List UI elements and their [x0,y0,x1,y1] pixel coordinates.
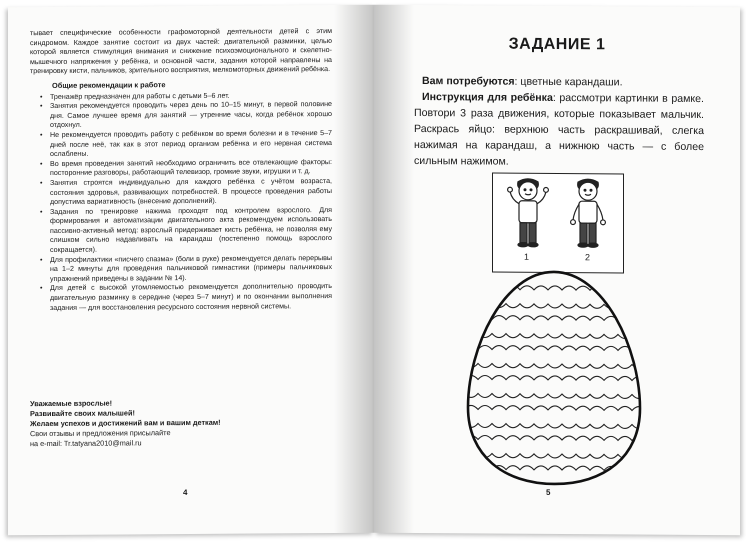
materials-text: : цветные карандаши. [514,75,623,89]
left-page [8,5,374,536]
list-item: • Тренажёр предназначен для работы с детьми 5–6 лет. [40,91,332,103]
instruction-paragraph [414,89,704,171]
page-number-right: 5 [546,487,551,497]
list-item: • Для детей с высокой утомляемостью рекомендуется дополнительно проводить двигательную разминку в середине (через 5–7 минут) и по окончании выполнения задания — для восстановления ресурсного состояния нервной системы. [40,282,332,313]
task-title: ЗАДАНИЕ 1 [508,35,606,54]
task-instructions [414,73,704,171]
intro-paragraph: тывает специфические особенности графомоторной деятельности детей с этим синдромом. Каждое занятие состоит из двух частей: двигательной разминки, целью которой является стимуляция внимания и снижение психоэмоционального и скелетно-мышечного напряжения у ребёнка, и основной части, задания которой направлены на тренировку кисти, пальчиков, зрительного восприятия, мелкомоторных движений ребёнка. [30,27,332,76]
boy-pictures-frame [492,173,624,274]
egg-scallop-pattern [464,285,644,470]
closing-block [30,397,332,449]
boy-figures-illustration [493,174,623,253]
instruction-text: : рассмотри картинки в рамке. Повтори 3 раза движения, которые показывает мальчик. Раскрась яйцо: верхнюю часть раскрашивай, слегка нажимая на карандаш, а нижнюю часть — с более сильным нажимом. [414,91,704,168]
right-page [374,5,740,536]
list-item: • Занятия рекомендуется проводить через день по 10–15 минут, в первой половине дня. Самое лучшее время для занятий — утренние часы, когда ребёнок хорошо отдохнул. [40,100,332,131]
feedback-line: Свои отзывы и предложения присылайте [30,428,171,439]
list-item: • Задания по тренировке нажима проходят под контролем взрослого. Для формирования и автоматизации двигательного акта рекомендуем использовать пассивно-активный метод: взрослый придерживает кисть ребёнка, не позволяя ему слишком сильно надавливать на карандаш (постепенно помощь взрослого сокращается). [40,206,332,256]
closing-line-2: Развивайте своих малышей! [30,408,135,419]
list-item: • Занятия строятся индивидуально для каждого ребёнка с учётом возраста, состояния здоровья, развивающих потребностей. В процессе проведения работы допустима вариативность (внесение дополнений). [40,177,332,208]
closing-line-1: Уважаемые взрослые! [30,398,113,409]
gutter-shadow-left [334,5,374,533]
left-page-body [30,27,332,313]
instruction-label: Инструкция для ребёнка [422,91,553,104]
gutter-shadow-right [374,5,414,533]
recommendations-list [30,91,332,314]
closing-line-3: Желаем успехов и достижений вам и вашим деткам! [30,417,221,429]
recommendations-heading: Общие рекомендации к работе [52,80,166,90]
list-item: • Не рекомендуется проводить работу с ребёнком во время болезни и в течение 5–7 дней после неё, так как в этот период организм ребёнка и его нервная система ослаблены. [40,129,332,160]
figure-label-1: 1 [524,251,530,262]
figure-label-2: 2 [585,252,591,263]
materials-label: Вам потребуются [422,75,515,88]
email-line: на e-mail: Tr.tatyana2010@mail.ru [30,438,142,449]
list-item: • Для профилактики «писчего спазма» (боли в руке) рекомендуется делать перерывы на 1–2 минуты для проведения пальчиковой гимнастики (примеры пальчиковых упражнений приведены в задании № 14). [40,254,332,285]
book-spread [8,6,740,534]
egg-coloring-illustration [464,267,644,488]
list-item: • Во время проведения занятий необходимо ограничить все отвлекающие факторы: посторонние разговоры, работающий телевизор, громкие звуки, игрушки и т. д. [40,158,332,179]
page-number-left: 4 [183,488,188,498]
boy-figure-2-icon [571,179,606,247]
boy-figure-1-icon [508,179,549,247]
